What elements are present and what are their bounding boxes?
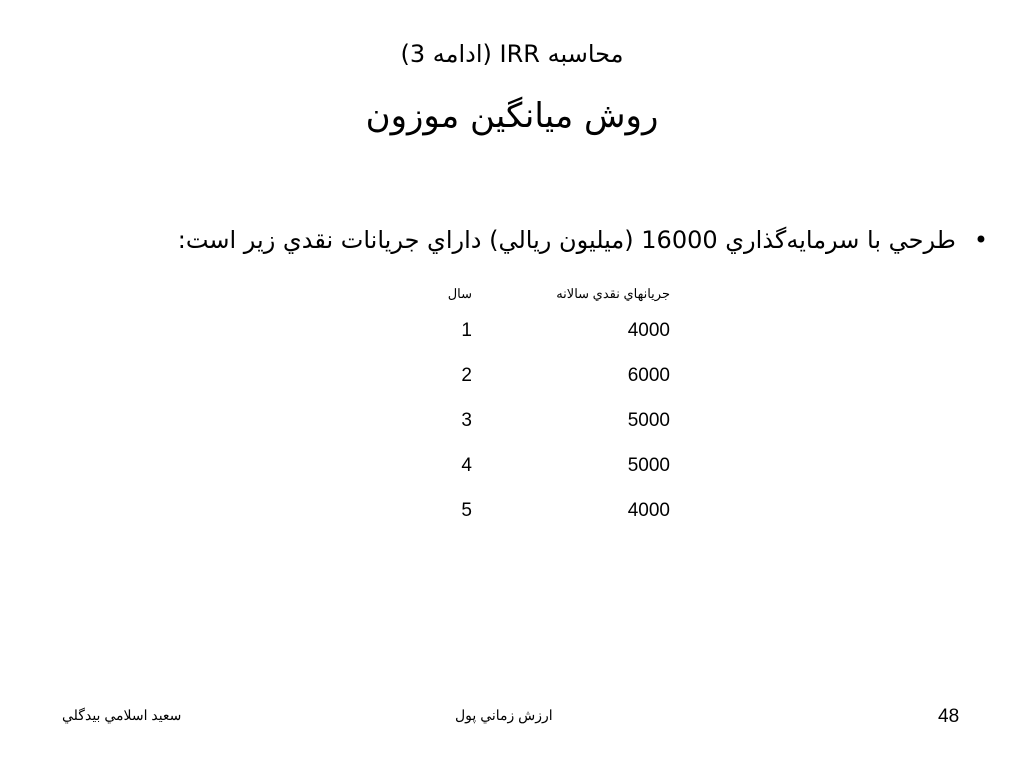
cell-cash-flow: 6000 xyxy=(627,364,670,386)
table-row xyxy=(420,398,670,443)
cash-flow-table xyxy=(420,286,670,533)
table-header-row xyxy=(420,286,670,308)
cell-cash-flow: 4000 xyxy=(627,499,670,521)
table-row xyxy=(420,488,670,533)
cell-cash-flow: 4000 xyxy=(627,319,670,341)
cell-cash-flow: 5000 xyxy=(627,454,670,476)
cell-year: 5 xyxy=(461,499,472,521)
bullet-item xyxy=(88,226,988,254)
table-row xyxy=(420,443,670,488)
footer-page-number: 48 xyxy=(938,706,960,727)
footer-topic: ارزش زماني پول xyxy=(455,707,553,723)
bullet-text: طرحي با سرمايه‌گذاري 16000 (ميليون ريالي) داراي جريانات نقدي زير است: xyxy=(177,226,956,254)
table-row xyxy=(420,308,670,353)
cell-cash-flow: 5000 xyxy=(627,409,670,431)
header-year: سال xyxy=(447,286,472,301)
table-row xyxy=(420,353,670,398)
footer-author: سعيد اسلامي بيدگلي xyxy=(62,707,182,723)
bullet-icon: • xyxy=(973,226,988,254)
cell-year: 3 xyxy=(461,409,472,431)
header-cash-flow: جريانهاي نقدي سالانه xyxy=(556,286,670,301)
slide-title: محاسبه IRR (ادامه 3) xyxy=(400,40,624,68)
cell-year: 2 xyxy=(461,364,472,386)
cell-year: 1 xyxy=(461,319,472,341)
slide-subtitle: روش ميانگين موزون xyxy=(365,96,659,136)
cell-year: 4 xyxy=(461,454,472,476)
